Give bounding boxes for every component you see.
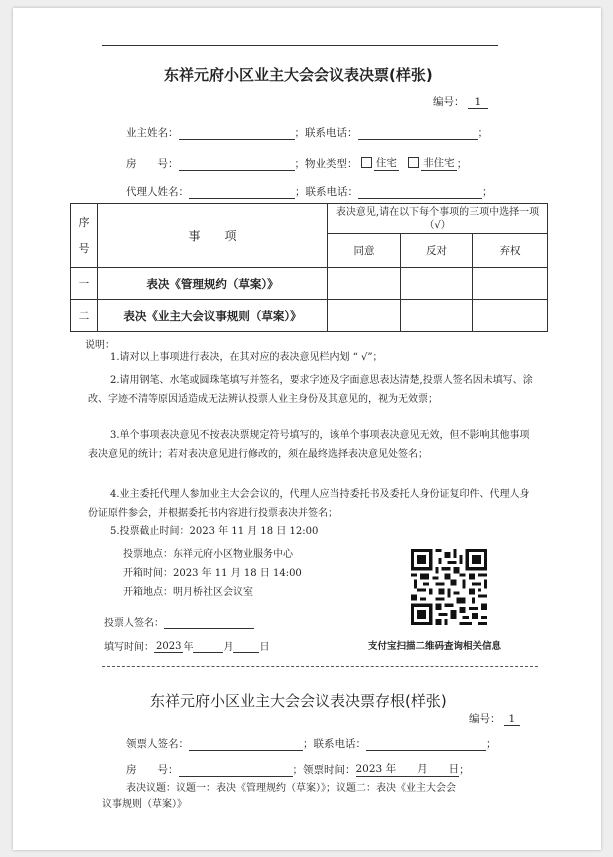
note-item: 4.业主委托代理人参加业主大会会议的，代理人应当持委托书及委托人身份证复印件、代理人身份证原件参会，并根据委托书内容进行投票表决并签名； (88, 489, 530, 519)
vote-location: 投票地点：东祥元府小区物业服务中心 (123, 549, 293, 560)
room-field[interactable] (179, 158, 295, 171)
oppose-cell-1[interactable] (401, 268, 473, 300)
voter-sign-field[interactable] (164, 616, 254, 629)
stub-room-row: 房 号： ；领票时间：2023 年 月 日； (126, 763, 470, 776)
item-header: 事 项 (98, 204, 328, 268)
agree-cell-1[interactable] (328, 268, 401, 300)
open-time: 开箱时间：2023 年 11 月 18 日 14:00 (123, 568, 302, 579)
abstain-header: 弃权 (473, 234, 548, 268)
row-item: 表决《业主大会议事规则（草案）》 (98, 300, 328, 332)
agree-header: 同意 (328, 234, 401, 268)
agent-row: 代理人姓名： ；联系电话： ； (126, 186, 493, 198)
row-item: 表决《管理规约（草案）》 (98, 268, 328, 300)
oppose-cell-2[interactable] (401, 300, 473, 332)
abstain-cell-1[interactable] (473, 268, 548, 300)
stub-receiver-row: 领票人签名： ；联系电话： ； (126, 738, 497, 750)
cut-line (102, 666, 538, 667)
fill-month-field[interactable] (193, 640, 223, 653)
no-header: 序号 (71, 204, 98, 268)
fill-year-field[interactable]: 2023 (156, 641, 182, 652)
residential-checkbox[interactable] (361, 157, 372, 168)
row-no: 二 (71, 300, 98, 332)
oppose-header: 反对 (401, 234, 473, 268)
row-no: 一 (71, 268, 98, 300)
owner-name-row: 业主姓名： ；联系电话： ； (126, 127, 488, 139)
note-item: 1.请对以上事项进行表决，在其对应的表决意见栏内划 “ √”； (110, 352, 383, 363)
fill-day-field[interactable] (233, 640, 259, 653)
note-item: 2.请用钢笔、水笔或圆珠笔填写并签名，要求字迹及字面意思表达清楚,投票人签名因未填写、涂改、字迹不清等原因适造成无法辨认投票人业主身份及其意见的，视为无效票； (88, 375, 533, 405)
agent-phone-field[interactable] (358, 186, 482, 199)
agree-cell-2[interactable] (328, 300, 401, 332)
note-item: 3.单个事项表决意见不按表决票规定符号填写的，该单个事项表决意见无效，但不影响其他事项表决意见的统计；若对表决意见进行修改的，须在最终选择表决意见处签名； (88, 430, 530, 460)
non-residential-checkbox[interactable] (408, 157, 419, 168)
vote-table (70, 203, 548, 332)
receive-date-field[interactable]: 2023 年 月 日 (355, 763, 460, 775)
open-location: 开箱地点：明月桥社区会议室 (123, 587, 253, 598)
stub-issues-line2: 议事规则（草案）》 (102, 799, 187, 810)
serial-number: 编号： 1 (433, 94, 488, 109)
note-item: 5.投票截止时间：2023 年 11 月 18 日 12:00 (110, 526, 319, 537)
owner-name-field[interactable] (179, 127, 295, 140)
top-rule (102, 45, 498, 46)
opinion-header: 表决意见,请在以下每个事项的三项中选择一项（√） (328, 204, 548, 234)
fill-time-row: 填写时间： 2023 年 月 日 (104, 641, 270, 653)
stub-room-field[interactable] (179, 764, 293, 777)
abstain-cell-2[interactable] (473, 300, 548, 332)
qr-caption: 支付宝扫描二维码查询相关信息 (368, 641, 502, 652)
qr-code-icon (411, 549, 487, 625)
voter-sign-row: 投票人签名： (104, 614, 254, 629)
serial-value[interactable]: 1 (468, 96, 488, 109)
stub-title: 东祥元府小区业主大会会议表决票存根(样张) (150, 692, 447, 710)
owner-phone-field[interactable] (358, 127, 478, 140)
receiver-sign-field[interactable] (189, 738, 303, 751)
stub-serial-value[interactable]: 1 (504, 713, 520, 726)
ballot-title: 东祥元府小区业主大会会议表决票(样张) (164, 66, 433, 84)
agent-name-field[interactable] (189, 186, 295, 199)
stub-serial: 编号： 1 (469, 711, 520, 726)
receiver-phone-field[interactable] (366, 738, 486, 751)
notes-heading: 说明： (85, 340, 115, 351)
room-row: 房 号： ；物业类型： 住宅 非住宅 ； (126, 157, 468, 170)
stub-issues-line1: 表决议题：议题一：表决《管理规约（草案）》；议题二：表决《业主大会会 (126, 783, 456, 794)
